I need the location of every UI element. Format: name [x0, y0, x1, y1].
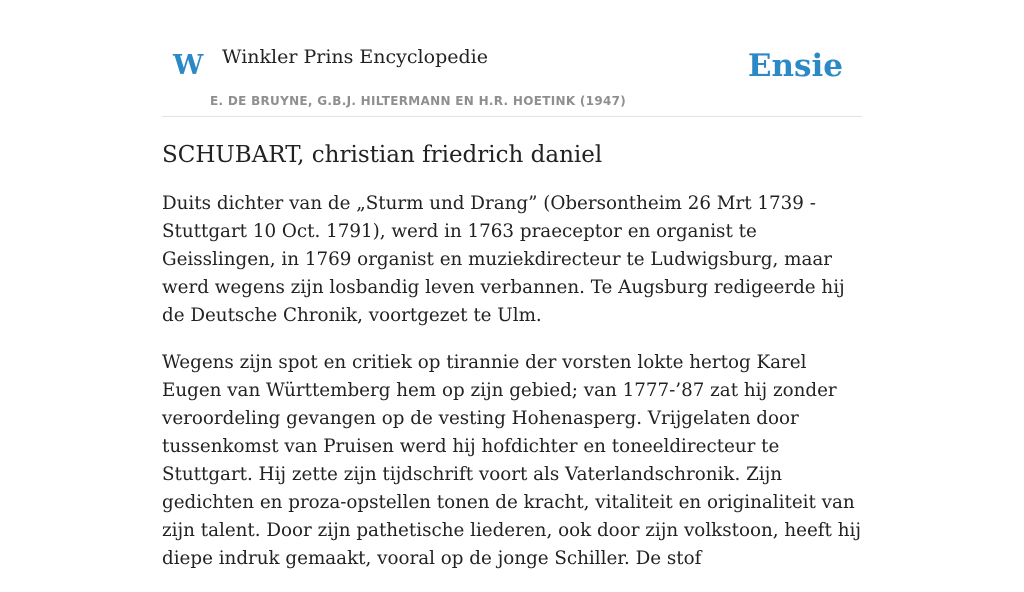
book-authors: E. DE BRUYNE, G.B.J. HILTERMANN EN H.R. HOETINK (1947): [210, 94, 627, 108]
entry-title: SCHUBART, christian friedrich daniel: [162, 142, 603, 168]
winkler-prins-logo[interactable]: W: [173, 50, 204, 81]
article-paragraph: Wegens zijn spot en critiek op tirannie der vorsten lokte hertog Karel Eugen van Württemberg hem op zijn gebied; van 1777-’87 zat hij zonder veroordeling gevangen op de vesting Hohenasperg. Vrijgelaten door tussenkomst van Pruisen werd hij hofdichter en toneeldirecteur te Stuttgart. Hij zette zijn tijdschrift voort als Vaterlandschronik. Zijn gedichten en proza-opstellen tonen de kracht, vitaliteit en originaliteit van zijn talent. Door zijn pathetische liederen, ook door zijn volkstoon, heeft hij diepe indruk gemaakt, vooral op de jonge Schiller. De stof: [162, 352, 861, 569]
book-title[interactable]: Winkler Prins Encyclopedie: [222, 46, 488, 68]
article: [162, 138, 862, 592]
site-header: [162, 0, 862, 117]
ensie-brand-link[interactable]: Ensie: [747, 48, 843, 84]
article-paragraph: Duits dichter van de „Sturm und Drang” (Obersontheim 26 Mrt 1739 - Stuttgart 10 Oct. 1791), werd in 1763 praeceptor en organist te Geisslingen, in 1769 organist en muziekdirecteur te Ludwigsburg, maar werd wegens zijn losbandig leven verbannen. Te Augsburg redigeerde hij de Deutsche Chronik, voortgezet te Ulm.: [162, 193, 845, 326]
